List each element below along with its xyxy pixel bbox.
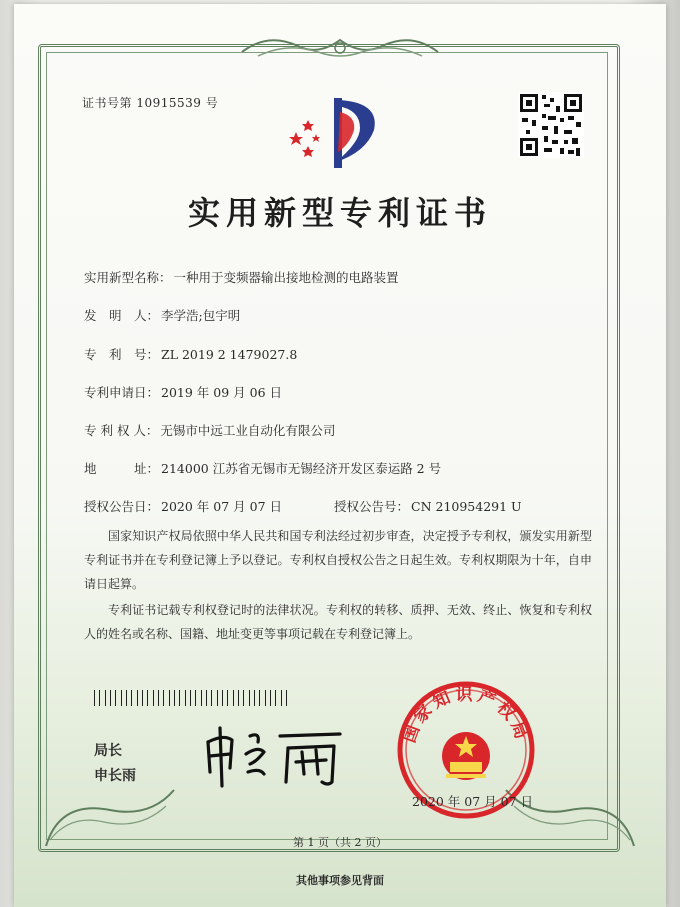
name-value: 一种用于变频器输出接地检测的电路装置: [173, 270, 399, 285]
patent-no-value: ZL 2019 2 1479027.8: [161, 347, 298, 362]
field-patent-number: [84, 345, 297, 363]
page-number: 第 1 页（共 2 页）: [293, 836, 387, 849]
field-address: [84, 459, 441, 477]
director-name: 申长雨: [94, 768, 136, 784]
filing-date-value: 2019 年 09 月 06 日: [161, 385, 283, 400]
name-label: 实用新型名称：: [84, 270, 172, 285]
director-title: 局长: [94, 743, 122, 759]
cert-no-suffix: 号: [205, 96, 219, 110]
barcode-icon: [94, 690, 292, 706]
field-filing-date: [84, 383, 282, 401]
patent-no-label: 专 利 号：: [84, 347, 160, 362]
cert-no-label: 证书号第: [82, 96, 133, 110]
footer-note: 其他事项参见背面: [296, 874, 384, 887]
grant-date-label: 授权公告日：: [84, 499, 160, 514]
legal-status-paragraph: 专利证书记载专利权登记时的法律状况。专利权的转移、质押、无效、终止、恢复和专利权人的姓名或名称、国籍、地址变更等事项记载在专利登记簿上。: [84, 603, 592, 641]
field-grant-number: [334, 497, 522, 515]
certificate-title: 实用新型专利证书: [187, 194, 492, 232]
cert-no-value: 10915539: [136, 96, 202, 110]
grant-no-value: CN 210954291 U: [411, 499, 522, 514]
seal-text: 国家知识产权局: [399, 685, 533, 746]
field-grant-date: [84, 497, 282, 515]
patent-office-logo-icon: [286, 92, 386, 172]
patentee-value: 无锡市中远工业自动化有限公司: [160, 423, 336, 438]
field-utility-model-name: [84, 268, 399, 286]
patentee-label: 专 利 权 人：: [84, 423, 159, 438]
address-value: 214000 江苏省无锡市无锡经济开发区泰运路 2 号: [161, 461, 442, 476]
field-patentee: [84, 421, 335, 439]
grant-no-label: 授权公告号：: [334, 499, 410, 514]
inventor-label: 发 明 人：: [84, 308, 160, 323]
grant-date-value: 2020 年 07 月 07 日: [161, 499, 283, 514]
handwritten-signature: [198, 720, 348, 790]
inventor-value: 李学浩;包宇明: [161, 308, 241, 323]
filing-date-label: 专利申请日：: [84, 385, 160, 400]
qr-code-icon: [518, 92, 584, 158]
certificate-number: [82, 94, 218, 111]
field-inventor: [84, 306, 240, 324]
address-label: 地 址：: [84, 461, 160, 476]
top-ornament: [238, 30, 442, 64]
seal-date: 2020 年 07 月 07 日: [412, 794, 533, 809]
grant-statement-paragraph: 国家知识产权局依照中华人民共和国专利法经过初步审查，决定授予专利权，颁发实用新型专利证书并在专利登记簿上予以登记。专利权自授权公告之日起生效。专利权期限为十年，自申请日起算。: [84, 529, 592, 591]
